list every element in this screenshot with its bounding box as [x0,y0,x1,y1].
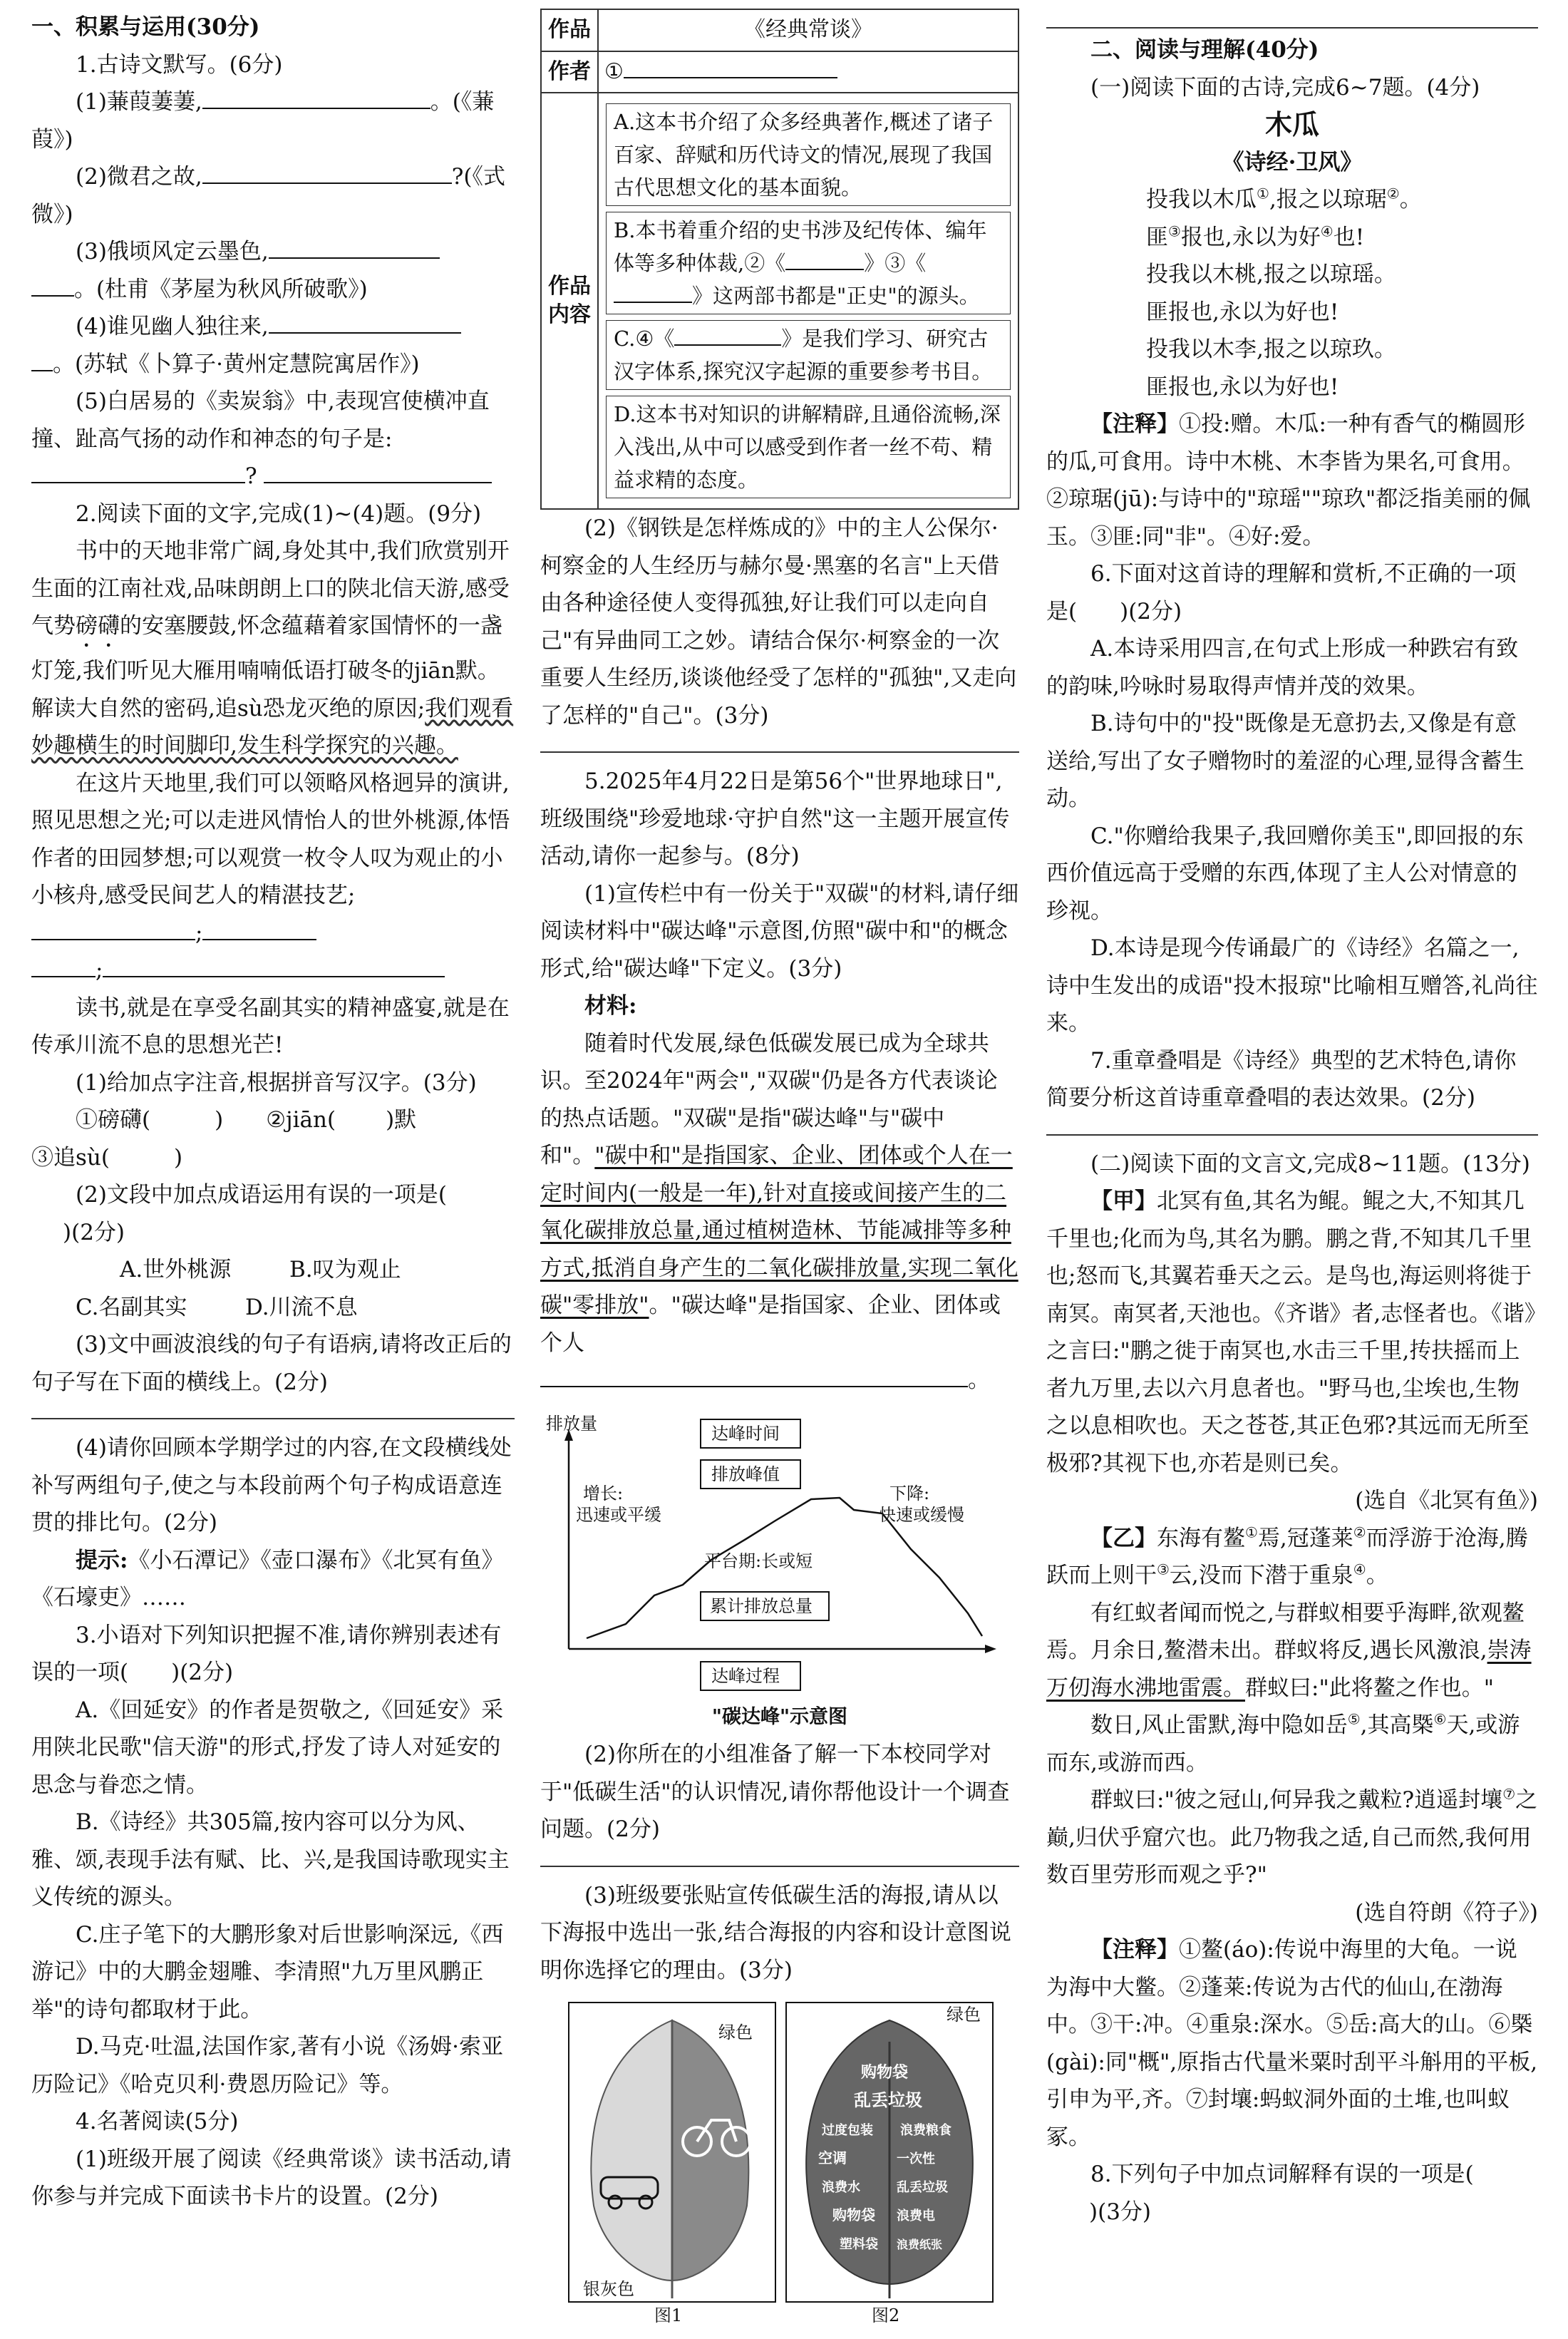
poster-1-silver-label: 银灰色 [583,2279,634,2299]
card-label: 作品内容 [541,93,598,509]
answer-blank[interactable] [31,952,96,977]
answer-blank[interactable] [202,158,452,184]
passage-p3: 读书,就是在享受名副其实的精神盛宴,就是在传承川流不息的思想光芒! [31,994,510,1058]
label-peak-value: 排放峰值 [711,1464,780,1484]
question-1: 1.古诗文默写。(6分) [76,51,283,78]
divider [1046,1134,1538,1136]
poster-1-caption: 图1 [654,2305,683,2325]
reading-card [540,9,1019,510]
q5-2: (2)你所在的小组准备了解一下本校同学对于"低碳生活"的认识情况,请你帮他设计一个调查问题。(2分) [540,1742,1010,1842]
answer-blank[interactable] [540,1362,968,1387]
divider [540,751,1019,753]
answer-blank[interactable] [31,458,245,483]
q1-2: (2)微君之故, ?(《式微》) [31,158,515,233]
label-total: 累计排放总量 [710,1595,813,1616]
card-author[interactable]: ① [598,51,1018,93]
q3-option-c: C.庄子笔下的大鹏形象对后世影响深远,《西游记》中的大鹏金翅雕、李清照"九万里风鹏正举"的诗句都取材于此。 [31,1921,504,2022]
card-item-c[interactable]: C.④《 》是我们学习、研究古汉字体系,探究汉字起源的重要参考书目。 [606,320,1011,390]
q3-option-d: D.马克·吐温,法国作家,著有小说《汤姆·索亚历险记》《哈克贝利·费恩历险记》等。 [31,2034,504,2097]
label-growth-desc: 迅速或平缓 [576,1504,661,1525]
leaf-word: 乱丢垃圾 [897,2180,948,2195]
q6-option-c: C."你赠给我果子,我回赠你美玉",即回报的东西价值远高于受赠的东西,体现了主人公对情意的珍视。 [1046,823,1524,924]
q3-option-a: A.《回延安》的作者是贺敬之,《回延安》采用陕北民歌"信天游"的形式,抒发了诗人对延安的思念与眷恋之情。 [31,1697,504,1798]
answer-blank[interactable] [31,271,74,297]
poem-line: 投我以木瓜①,报之以琼琚②。 [1146,185,1422,212]
carbon-peak-diagram [540,1414,1019,1699]
answer-blank[interactable] [31,346,53,371]
passage-yi-p3: 数日,风止雷默,海中隐如岳⑤,其高槩⑥天,或游而东,或游而西。 [1046,1710,1520,1776]
answer-blank[interactable] [269,233,440,259]
section-title: 一、积累与运用(30分) [31,14,260,40]
poem-line: 匪③报也,永以为好④也! [1146,222,1365,250]
q2-1-items: ①磅礴( ) ②jiān( )默 ③追sù( ) [31,1107,417,1171]
answer-blank[interactable] [202,83,430,109]
passage-yi-source: (选自符朗《符子》) [1355,1899,1538,1926]
leaf-word: 购物袋 [861,2064,909,2082]
card-item-a: A.这本书介绍了众多经典著作,概述了诸子百家、辞赋和历代诗文的情况,展现了我国古代思想文化的基本面貌。 [606,103,1011,206]
question-5: 5.2025年4月22日是第56个"世界地球日",班级围绕"珍爱地球·守护自然"这一主题开展宣传活动,请你一起参与。(8分) [540,768,1010,869]
answer-blank[interactable] [31,915,195,940]
q2-1: (1)给加点字注音,根据拼音写汉字。(3分) [76,1069,477,1096]
poem-source: 《诗经·卫风》 [1222,149,1363,175]
leaf-word: 浪费电 [897,2209,935,2224]
label-peak-time: 达峰时间 [711,1423,780,1444]
divider [1046,27,1538,29]
leaf-word: 浪费水 [822,2180,860,2195]
q4-2: (2)《钢铁是怎样炼成的》中的主人公保尔·柯察金的人生经历与赫尔曼·黑塞的名言"上天借由各种途径使人变得孤独,好让我们可以走向自己"有异曲同工之妙。请结合保尔·柯察金的一次重要人生经历,谈谈他经受了怎样的"孤独",又走向了怎样的"自己"。(3分) [540,515,1017,729]
card-label: 作品 [541,9,598,51]
q2-4: (4)请你回顾本学期学过的内容,在文段横线处补写两组句子,使之与本段前两个句子构成语意连贯的排比句。(2分) [31,1435,512,1536]
material-label: 材料: [584,993,637,1019]
poem-line: 匪报也,永以为好也! [1146,374,1339,400]
poem-notes: 【注释】①投:赠。木瓜:一种有香气的椭圆形的瓜,可食用。诗中木桃、木李皆为果名,可食用。②琼琚(jū):与诗中的"琼瑶""琼玖"都泛指美丽的佩玉。③匪:同"非"。④好:爱。 [1046,411,1531,550]
poster-svg [540,1999,1019,2327]
question-6: 6.下面对这首诗的理解和赏析,不正确的一项是( )(2分) [1046,561,1517,624]
answer-blank[interactable] [103,952,445,977]
poster-2-caption: 图2 [872,2305,900,2325]
poem-line: 投我以木桃,报之以琼瑶。 [1146,262,1396,287]
y-axis-label: 排放量 [546,1413,597,1434]
q6-option-b: B.诗句中的"投"既像是无意扔去,又像是有意送给,写出了女子赠物时的羞涩的心理,显得含蓄生动。 [1046,711,1525,811]
leaf-word: 过度包装 [822,2123,873,2138]
section-title: 二、阅读与理解(40分) [1090,37,1319,63]
q4-1: (1)班级开展了阅读《经典常谈》读书活动,请你参与并完成下面读书卡片的设置。(2分) [31,2146,512,2209]
leaf-word: 塑料袋 [840,2237,878,2252]
answer-line[interactable] [31,1418,515,1419]
label-process: 达峰过程 [711,1665,780,1686]
q2-3: (3)文中画波浪线的句子有语病,请将改正后的句子写在下面的横线上。(2分) [31,1332,512,1395]
question-4: 4.名著阅读(5分) [76,2109,239,2134]
q3-option-b: B.《诗经》共305篇,按内容可以分为风、雅、颂,表现手法有赋、比、兴,是我国诗歌现实主义传统的源头。 [31,1809,510,1910]
passage-yi-p1: 【乙】东海有鳌①焉,冠蓬莱②而浮游于沧海,腾跃而上则干③云,没而下潜于重泉④。 [1046,1523,1528,1588]
q6-option-d: D.本诗是现今传诵最广的《诗经》名篇之一,诗中生发出的成语"投木报琼"比喻相互赠答,礼尚往来。 [1046,935,1538,1036]
card-label: 作者 [541,51,598,93]
reading-2-title: (二)阅读下面的文言文,完成8~11题。(13分) [1090,1151,1530,1177]
reading-1-title: (一)阅读下面的古诗,完成6~7题。(4分) [1090,74,1480,101]
q5-1: (1)宣传栏中有一份关于"双碳"的材料,请仔细阅读材料中"碳达峰"示意图,仿照"碳中和"的概念形式,给"碳达峰"下定义。(3分) [540,880,1019,982]
poem-title: 木瓜 [1264,108,1319,140]
column-3 [1046,9,1538,2231]
question-8: 8.下列句子中加点词解释有误的一项是( )(3分) [1089,2161,1474,2225]
passage-jia-source: (选自《北冥有鱼》) [1355,1488,1538,1513]
hint: 提示:《小石潭记》《壶口瀑布》《北冥有鱼》《石壕吏》…… [31,1547,504,1610]
q2-2: (2)文段中加点成语运用有误的一项是( )(2分) [63,1182,448,1245]
posters [540,1999,1019,2327]
leaf-word: 浪费纸张 [897,2238,943,2251]
diagram-svg [540,1414,1019,1699]
passage-p1: 书中的天地非常广阔,身处其中,我们欣赏别开生面的江南社戏,品味朗朗上口的陕北信天游,感受气势磅礴的安塞腰鼓,怀念蕴藉着家国情怀的一盏灯笼,我们听见大雁用喃喃低语打破冬的jiān默。解读大自然的密码,追sù恐龙灭绝的原因;我们观看妙趣横生的时间脚印,发生科学探究的兴趣。 [31,538,514,759]
passage-p2: 在这片天地里,我们可以领略风格迥异的演讲,照见思想之光;可以走进风情怡人的世外桃源,体悟作者的田园梦想;可以观赏一枚令人叹为观止的小小核舟,感受民间艺人的精湛技艺;; ; [31,770,510,983]
poster-2-green-label: 绿色 [947,2005,981,2025]
leaf-word: 一次性 [897,2152,935,2166]
card-value: 《经典常谈》 [598,9,1018,51]
card-item-d: D.这本书对知识的讲解精辟,且通俗流畅,深入浅出,从中可以感受到作者一丝不苟、精益求精的态度。 [606,396,1011,498]
label-plateau: 平台期:长或短 [704,1551,813,1571]
question-2: 2.阅读下面的文字,完成(1)~(4)题。(9分) [76,500,482,527]
label-decline-desc: 快速或缓慢 [879,1504,964,1525]
q1-1: (1)蒹葭萋萋, 。(《蒹葭》) [31,83,515,158]
q1-4: (4)谁见幽人独往来, 。(苏轼《卜算子·黄州定慧院寓居作》) [31,308,515,383]
question-3: 3.小语对下列知识把握不准,请你辨别表述有误的一项( )(2分) [31,1622,502,1685]
column-1 [31,9,515,2216]
poster-1-green-label: 绿色 [718,2022,753,2042]
passage-yi-p2: 有红蚁者闻而悦之,与群蚁相要乎海畔,欲观鳌焉。月余日,鳌潜未出。群蚁将反,遇长风激浪,崇涛万仞海水沸地雷震。群蚁曰:"此将鳌之作也。" [1046,1600,1532,1701]
q5-3: (3)班级要张贴宣传低碳生活的海报,请从以下海报中选出一张,结合海报的内容和设计意图说明你选择它的理由。(3分) [540,1882,1011,1983]
label-decline: 下降: [889,1483,930,1503]
answer-blank[interactable] [269,308,461,334]
q1-3: (3)俄顷风定云墨色, 。(杜甫《茅屋为秋风所破歌》) [31,233,515,308]
passage-notes: 【注释】①鳌(áo):传说中海里的大龟。一说为海中大鳖。②蓬莱:传说为古代的仙山,在渤海中。③干:冲。④重泉:深水。⑤岳:高大的山。⑥槩(gài):同"概",原指古代量米粟时刮平斗斛用的平板,引申为平,齐。⑦封壤:蚂蚁洞外面的土堆,也叫蚁冢。 [1046,1937,1538,2150]
q2-2-options: A.世外桃源 B.叹为观止 C.名副其实 D.川流不息 [76,1257,401,1320]
label-growth: 增长: [583,1483,624,1503]
divider [540,1866,1019,1867]
passage-jia: 【甲】北冥有鱼,其名为鲲。鲲之大,不知其几千里也;化而为鸟,其名为鹏。鹏之背,不知其几千里也;怒而飞,其翼若垂天之云。是鸟也,海运则将徙于南冥。南冥者,天池也。《齐谐》者,志怪者也。《谐》之言曰:"鹏之徙于南冥也,水击三千里,抟扶摇而上者九万里,去以六月息者也。"野马也,尘埃也,生物之以息相吹也。天之苍苍,其正色邪?其远而无所至极邪?其视下也,亦若是则已矣。 [1046,1188,1536,1476]
leaf-word: 浪费粮食 [900,2123,951,2138]
material-text: 随着时代发展,绿色低碳发展已成为全球共识。至2024年"两会","双碳"仍是各方代表谈论的热点话题。"双碳"是指"碳达峰"与"碳中和"。"碳中和"是指国家、企业、团体或个人在一定时间内(一般是一年),针对直接或间接产生的二氧化碳排放总量,通过植树造林、节能减排等多种方式,抵消自身产生的二氧化碳排放量,实现二氧化碳"零排放"。"碳达峰"是指国家、企业、团体或个人 。 [540,1030,1018,1393]
diagram-caption: "碳达峰"示意图 [711,1705,848,1728]
passage-yi-p4: 群蚁曰:"彼之冠山,何异我之戴粒?逍遥封壤⑦之巅,归伏乎窟穴也。此乃物我之适,自己而然,我何用数百里劳形而观之乎?" [1046,1785,1538,1888]
leaf-word: 乱丢垃圾 [854,2090,922,2110]
q1-5: (5)白居易的《卖炭翁》中,表现宫使横冲直撞、趾高气扬的动作和神态的句子是: ? [31,383,515,495]
axis-arrow [985,1645,996,1653]
answer-blank[interactable] [264,458,492,483]
answer-blank[interactable] [202,915,316,940]
question-7: 7.重章叠唱是《诗经》典型的艺术特色,请你简要分析这首诗重章叠唱的表达效果。(2分) [1046,1047,1517,1111]
poem-line: 匪报也,永以为好也! [1146,299,1339,325]
card-item-b[interactable]: B.本书着重介绍的史书涉及纪传体、编年体等多种体裁,②《 》③《》这两部书都是"正史"的源头。 [606,212,1011,314]
poem-line: 投我以木李,报之以琼玖。 [1146,336,1396,362]
q6-option-a: A.本诗采用四言,在句式上形成一种跌宕有致的韵味,吟咏时易取得声情并茂的效果。 [1046,636,1519,699]
leaf-word: 购物袋 [832,2206,875,2224]
column-2 [540,9,1019,2327]
leaf-word: 空调 [818,2149,847,2166]
